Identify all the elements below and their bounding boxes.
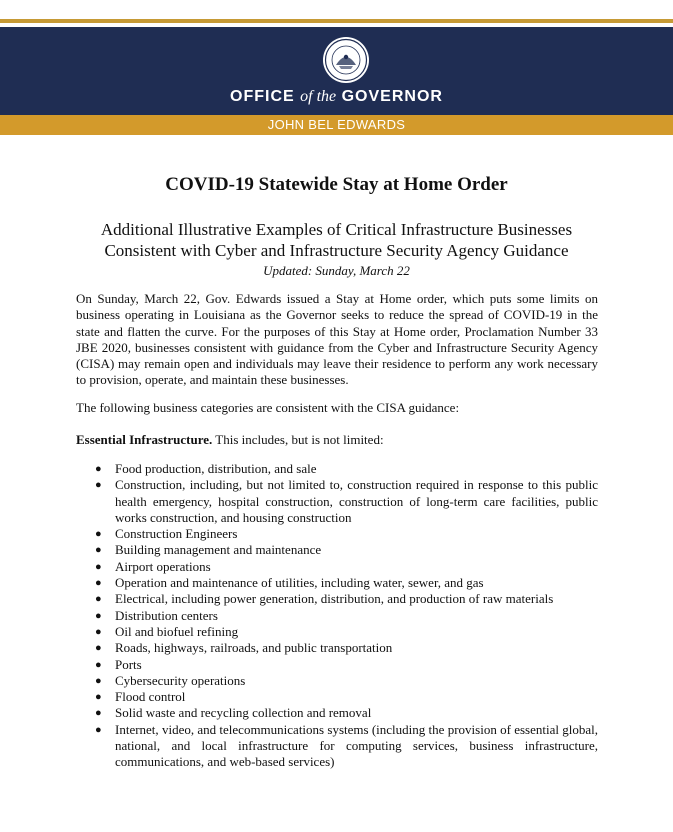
bullet-icon: ● [95, 691, 102, 704]
list-item: ● Internet, video, and telecommunications systems (including the provision of essential global, national, and local infrastructure for computing services, business infrastructure, communications, and web-based services) [95, 721, 598, 770]
essential-text: This includes, but is not limited: [212, 432, 384, 447]
updated-date: Updated: Sunday, March 22 [263, 263, 410, 278]
bullet-icon: ● [95, 674, 102, 687]
essential-infrastructure-line [76, 432, 598, 448]
bullet-icon: ● [95, 642, 102, 655]
bullet-icon: ● [95, 479, 102, 492]
list-item: ● Ports [95, 656, 142, 672]
list-item: ● Construction, including, but not limited to, construction required in response to this public health emergency, hospital construction, construction of long-term care facilities, public works construction, and housing construction [95, 477, 598, 525]
bullet-icon: ● [95, 560, 102, 573]
bullet-icon: ● [95, 463, 102, 475]
list-item: ● Airport operations [95, 558, 211, 574]
bullet-icon: ● [95, 707, 102, 720]
list-item: ● Cybersecurity operations [95, 672, 246, 688]
bullet-icon: ● [95, 609, 102, 622]
list-item: ● Food production, distribution, and sale [95, 461, 317, 476]
bullet-icon: ● [95, 528, 102, 541]
louisiana-seal-icon [321, 35, 371, 85]
list-item: ● Oil and biofuel refining [95, 623, 239, 639]
office-of-the-governor-label: OFFICE of the GOVERNOR [230, 88, 443, 105]
document-title: COVID-19 Statewide Stay at Home Order [165, 174, 508, 195]
bullet-icon: ● [95, 723, 102, 736]
bullet-icon: ● [95, 625, 102, 638]
essential-infrastructure-list [76, 461, 598, 771]
header-top-rule [0, 19, 673, 23]
list-item: ● Construction Engineers [95, 526, 238, 542]
document-subtitle [40, 219, 633, 261]
list-item: ● Distribution centers [95, 607, 218, 623]
essential-heading: Essential Infrastructure. [76, 432, 213, 447]
intro-paragraph: On Sunday, March 22, Gov. Edwards issued a Stay at Home order, which puts some limits on business operating in Louisiana as the Governor seeks to reduce the spread of COVID-19 in the state and flatten the curve. For the purposes of this Stay at Home order, Proclamation Number 33 JBE 2020, businesses consistent with guidance from the Cyber and Infrastructure Security Agency (CISA) may remain open and individuals may leave their residence to perform any work necessary to provision, operate, and maintain these businesses. [76, 291, 598, 388]
subtitle-line-1: Additional Illustrative Examples of Critical Infrastructure Businesses [100, 220, 573, 239]
list-item: ● Building management and maintenance [95, 542, 322, 558]
bullet-icon: ● [95, 544, 102, 557]
list-item: ● Solid waste and recycling collection and removal [95, 705, 372, 721]
list-item: ● Operation and maintenance of utilities, including water, sewer, and gas [95, 575, 484, 591]
governor-header-banner [0, 27, 673, 115]
list-item: ● Roads, highways, railroads, and public transportation [95, 640, 393, 656]
categories-line: The following business categories are consistent with the CISA guidance: [76, 400, 460, 415]
list-item: ● Electrical, including power generation, distribution, and production of raw materials [95, 591, 554, 607]
bullet-icon: ● [95, 593, 102, 606]
list-item: ● Flood control [95, 689, 186, 705]
governor-name-band: JOHN BEL EDWARDS [0, 115, 673, 135]
bullet-icon: ● [95, 577, 102, 590]
bullet-icon: ● [95, 658, 102, 671]
subtitle-line-2: Consistent with Cyber and Infrastructure Security Agency Guidance [104, 241, 569, 260]
